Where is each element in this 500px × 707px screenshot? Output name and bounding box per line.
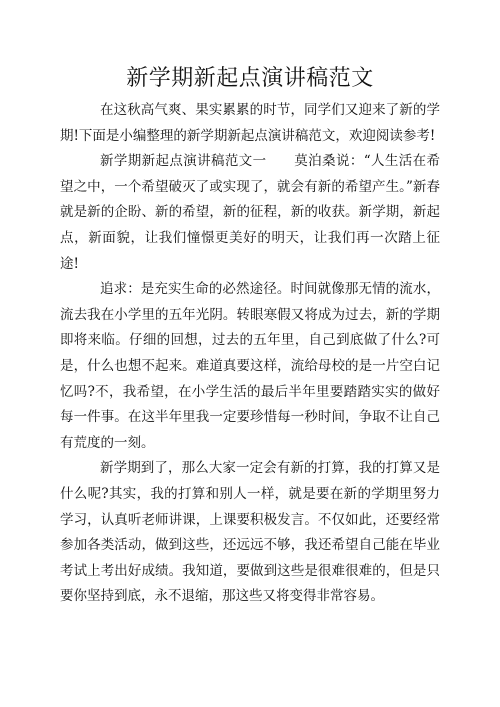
paragraph-2: 追求：是充实生命的必然途径。时间就像那无情的流水，流去我在小学里的五年光阴。转眼寒假又将成为过去，新的学期即将来临。仔细的回想，过去的五年里，自己到底做了什么?可是，什么也想不起来。难道真要这样，流给母校的是一片空白记忆吗?不，我希望，在小学生活的最后半年里要踏踏实实的做好每一件事。在这半年里我一定要珍惜每一秒时间，争取不让自己有荒度的一刻。 [60, 281, 440, 451]
document-title: 新学期新起点演讲稿范文 [126, 66, 374, 91]
document-body [60, 98, 440, 610]
paragraph-intro: 在这秋高气爽、果实累累的时节，同学们又迎来了新的学期!下面是小编整理的新学期新起点演讲稿范文，欢迎阅读参考! [60, 102, 440, 144]
paragraph-1: 新学期新起点演讲稿范文一 莫泊桑说：“人生活在希望之中，一个希望破灭了或实现了，就会有新的希望产生。”新春就是新的企盼、新的希望，新的征程，新的收获。新学期，新起点，新面貌，让我们憧憬更美好的明天，让我们再一次踏上征途! [60, 153, 440, 272]
paragraph-3: 新学期到了，那么大家一定会有新的打算，我的打算又是什么呢?其实，我的打算和别人一样，就是要在新的学期里努力学习，认真听老师讲课，上课要积极发言。不仅如此，还要经常参加各类活动，做到这些，还远远不够，我还希望自己能在毕业考试上考出好成绩。我知道，要做到这些是很难很难的，但是只要你坚持到底，永不退缩，那这些又将变得非常容易。 [60, 460, 440, 605]
